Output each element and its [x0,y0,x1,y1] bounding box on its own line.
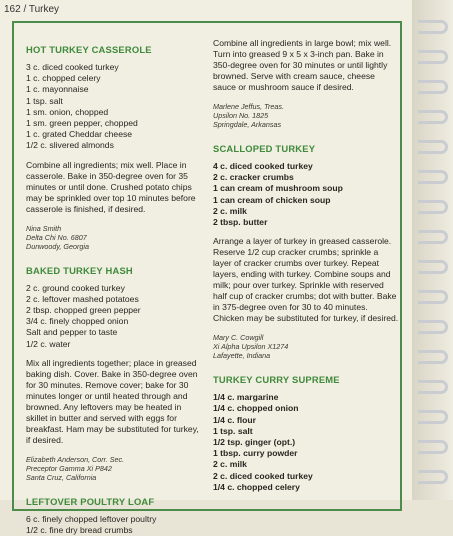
ingredient: 4 c. diced cooked turkey [213,161,313,171]
recipe-credit [213,333,399,360]
right-column [213,38,399,493]
binding-ring [418,440,448,454]
recipe-credit [26,224,204,251]
binding-ring [418,80,448,94]
ingredient: 1/2 c. water [26,338,71,349]
ingredient: 2 c. cracker crumbs [213,172,294,183]
binding-ring [418,290,448,304]
credit-chapter: Upsilon No. 1825 [213,111,269,120]
binding-ring [418,350,448,364]
ingredient-list [213,161,399,228]
recipe-turkey-curry-supreme [213,374,399,493]
credit-location: Springdale, Arkansas [213,120,282,129]
ingredient-list [213,392,399,493]
binding-ring [418,110,448,124]
recipe-title: BAKED TURKEY HASH [26,264,133,276]
recipe-credit [213,102,399,129]
binding-ring [418,50,448,64]
ingredient: 6 c. finely chopped leftover poultry [26,513,157,524]
ingredient: 2 c. diced cooked turkey [213,470,313,481]
ingredient: 1 tsp. salt [213,425,253,436]
ingredient: 2 tbsp. chopped green pepper [26,305,141,316]
recipe-hot-turkey-casserole [26,44,204,251]
ingredient: 3 c. diced cooked turkey [26,62,119,72]
ingredient: 1 sm. green pepper, chopped [26,118,138,129]
ingredient: 1 sm. onion, chopped [26,106,109,117]
recipe-continued [213,38,399,129]
binding-ring [418,230,448,244]
credit-name: Nina Smith [26,223,62,233]
ingredient-list [26,514,204,536]
credit-location: Santa Cruz, California [26,472,97,482]
ingredient: 1 can cream of chicken soup [213,194,331,205]
recipe-title: SCALLOPED TURKEY [213,143,316,154]
credit-location: Dunwoody, Georgia [26,241,89,251]
credit-name: Marlene Jeffus, Treas. [213,102,284,111]
ingredient-list [26,62,204,152]
recipe-baked-turkey-hash [26,265,204,482]
spiral-binding [412,0,453,500]
ingredient: 2 tbsp. butter [213,217,268,228]
ingredient: 1 c. chopped celery [26,73,101,84]
ingredient: 1/4 c. margarine [213,392,279,403]
ingredient: Salt and pepper to taste [26,327,118,338]
binding-ring [418,200,448,214]
left-column [26,44,204,536]
binding-ring [418,320,448,334]
binding-ring [418,20,448,34]
binding-ring [418,380,448,394]
credit-chapter: Delta Chi No. 6807 [26,232,87,242]
ingredient: 1/4 c. chopped celery [213,481,300,492]
ingredient: 1 can cream of mushroom soup [213,183,343,194]
ingredient: 1 c. mayonnaise [26,84,89,95]
page-header: 162 / Turkey [4,4,60,15]
ingredient: 1/2 c. fine dry bread crumbs [26,525,133,536]
ingredient: 1 tbsp. curry powder [213,448,298,459]
ingredient: 1 c. grated Cheddar cheese [26,129,133,140]
recipe-credit [26,455,204,482]
ingredient: 2 c. milk [213,205,247,216]
credit-location: Lafayette, Indiana [213,351,271,361]
ingredient: 1/2 tsp. ginger (opt.) [213,437,296,448]
credit-chapter: Preceptor Gamma Xi P842 [26,463,112,473]
binding-ring [418,260,448,274]
credit-name: Mary C. Cowgill [213,333,264,343]
ingredient: 1/4 c. chopped onion [213,403,299,414]
recipe-title: TURKEY CURRY SUPREME [213,374,340,386]
ingredient: 2 c. leftover mashed potatoes [26,293,139,304]
binding-ring [418,140,448,154]
ingredient-list [26,283,204,350]
recipe-scalloped-turkey [213,143,399,360]
ingredient: 1/4 c. flour [213,414,256,425]
binding-ring [418,470,448,484]
ingredient: 1 tsp. salt [26,95,63,106]
recipe-title: HOT TURKEY CASSEROLE [26,44,152,55]
binding-ring [418,410,448,424]
ingredient: 2 c. milk [213,459,247,470]
recipe-directions: Mix all ingredients together; place in greased baking dish. Cover. Bake in 350-degree oven for 30 minutes. Remove cover; bake for 30 minutes longer or until heated through and browned. Any leftovers may be heated in skillet in butter and served with eggs for breakfast. Ham may be substituted for turkey, if desired. [26,357,199,445]
recipe-directions: Arrange a layer of turkey in greased casserole. Reserve 1/2 cup cracker crumbs; sprinkle a layer of cracker crumbs over turkey. Repeat layers, ending with turkey. Combine soups and milk; pour over turkey. Sprinkle with reserved half cup of cracker crumbs; dot with butter. Bake in 375-degree oven for 30 to 40 minutes. Chicken may be substituted for turkey, if desired. [213,236,399,324]
recipe-directions: Combine all ingredients; mix well. Place in casserole. Bake in 350-degree oven for 35 minutes or until done. Crushed potato chips may be sprinkled over top 10 minutes before casserole is finished, if desired. [26,159,196,214]
recipe-title: LEFTOVER POULTRY LOAF [26,495,155,507]
credit-chapter: Xi Alpha Upsilon X1274 [213,342,289,352]
ingredient: 2 c. ground cooked turkey [26,282,125,293]
recipe-leftover-poultry-loaf [26,496,204,536]
ingredient: 3/4 c. finely chopped onion [26,316,129,327]
credit-name: Elizabeth Anderson, Corr. Sec. [26,454,125,464]
ingredient: 1/2 c. slivered almonds [26,140,114,151]
recipe-directions: Combine all ingredients in large bowl; mix well. Turn into greased 9 x 5 x 3-inch pan. Bake in 350-degree oven for 30 minutes or until lightly browned. Serve with cream sauce, cheese sauce or mushroom sauce if desired. [213,38,392,92]
binding-ring [418,170,448,184]
